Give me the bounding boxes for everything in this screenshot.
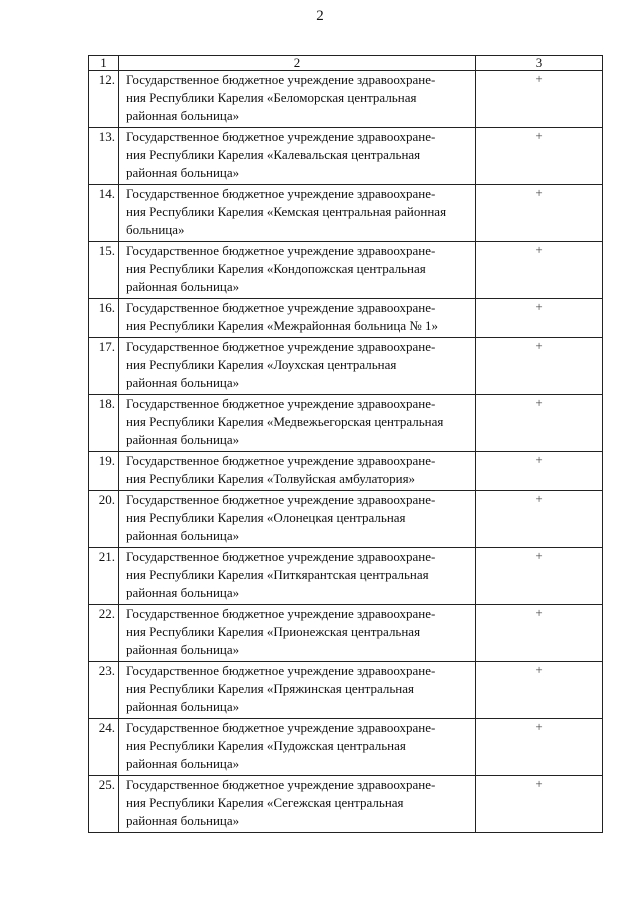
- institutions-table: [88, 55, 603, 833]
- institution-name-line1: Государственное бюджетное учреждение здравоохране-: [126, 606, 436, 621]
- plus-mark: +: [476, 452, 603, 491]
- table-row: [89, 548, 603, 605]
- institution-name-line3: районная больница»: [126, 756, 240, 771]
- institution-name-line2: ния Республики Карелия «Пудожская центральная: [126, 738, 406, 753]
- institution-name-line3: районная больница»: [126, 165, 240, 180]
- institution-name-line1: Государственное бюджетное учреждение здравоохране-: [126, 300, 436, 315]
- table-row: [89, 662, 603, 719]
- row-number: 12.: [89, 71, 119, 128]
- plus-mark: +: [476, 395, 603, 452]
- institution-name: [119, 242, 476, 299]
- institution-name-line1: Государственное бюджетное учреждение здравоохране-: [126, 720, 436, 735]
- institution-name: [119, 185, 476, 242]
- institution-name-line1: Государственное бюджетное учреждение здравоохране-: [126, 396, 436, 411]
- institution-name-line1: Государственное бюджетное учреждение здравоохране-: [126, 72, 436, 87]
- table-row: [89, 128, 603, 185]
- table-row: [89, 242, 603, 299]
- institution-name-line2: ния Республики Карелия «Кемская центральная районная: [126, 204, 447, 219]
- institution-name-line3: районная больница»: [126, 108, 240, 123]
- institution-name-line2: ния Республики Карелия «Медвежьегорская центральная: [126, 414, 444, 429]
- institution-name-line3: районная больница»: [126, 642, 240, 657]
- institution-name-line1: Государственное бюджетное учреждение здравоохране-: [126, 492, 436, 507]
- institution-name-line2: ния Республики Карелия «Пряжинская центральная: [126, 681, 415, 696]
- row-number: 24.: [89, 719, 119, 776]
- institution-name-line3: районная больница»: [126, 279, 240, 294]
- institution-name: [119, 776, 476, 833]
- plus-mark: +: [476, 299, 603, 338]
- institution-name-line3: районная больница»: [126, 585, 240, 600]
- row-number: 20.: [89, 491, 119, 548]
- plus-mark: +: [476, 128, 603, 185]
- institution-name-line2: ния Республики Карелия «Сегежская центральная: [126, 795, 404, 810]
- row-number: 23.: [89, 662, 119, 719]
- row-number: 19.: [89, 452, 119, 491]
- row-number: 13.: [89, 128, 119, 185]
- institution-name-line2: ния Республики Карелия «Кондопожская центральная: [126, 261, 426, 276]
- institution-name-line2: ния Республики Карелия «Лоухская центральная: [126, 357, 397, 372]
- table-row: [89, 776, 603, 833]
- institution-name: [119, 491, 476, 548]
- institution-name-line2: ния Республики Карелия «Олонецкая центральная: [126, 510, 406, 525]
- table-row: [89, 71, 603, 128]
- institution-name: [119, 338, 476, 395]
- institution-name: [119, 452, 476, 491]
- row-number: 21.: [89, 548, 119, 605]
- institution-name: [119, 605, 476, 662]
- row-number: 22.: [89, 605, 119, 662]
- institution-name-line3: районная больница»: [126, 432, 240, 447]
- institution-name-line1: Государственное бюджетное учреждение здравоохране-: [126, 453, 436, 468]
- institution-name-line2: ния Республики Карелия «Прионежская центральная: [126, 624, 421, 639]
- table-row: [89, 395, 603, 452]
- institution-name-line1: Государственное бюджетное учреждение здравоохране-: [126, 339, 436, 354]
- table-header-row: [89, 56, 603, 71]
- institution-name: [119, 662, 476, 719]
- plus-mark: +: [476, 185, 603, 242]
- row-number: 17.: [89, 338, 119, 395]
- institution-name-line3: районная больница»: [126, 813, 240, 828]
- institution-name: [119, 719, 476, 776]
- institution-name-line3: районная больница»: [126, 375, 240, 390]
- row-number: 16.: [89, 299, 119, 338]
- institution-name-line1: Государственное бюджетное учреждение здравоохране-: [126, 186, 436, 201]
- plus-mark: +: [476, 71, 603, 128]
- row-number: 25.: [89, 776, 119, 833]
- institution-name-line2: ния Республики Карелия «Питкярантская центральная: [126, 567, 429, 582]
- institution-name-line1: Государственное бюджетное учреждение здравоохране-: [126, 777, 436, 792]
- table-body: [89, 71, 603, 833]
- table-row: [89, 719, 603, 776]
- plus-mark: +: [476, 662, 603, 719]
- table-row: [89, 605, 603, 662]
- institution-name-line2: ния Республики Карелия «Беломорская центральная: [126, 90, 417, 105]
- institution-name-line1: Государственное бюджетное учреждение здравоохране-: [126, 243, 436, 258]
- row-number: 15.: [89, 242, 119, 299]
- institution-name-line3: больница»: [126, 222, 185, 237]
- plus-mark: +: [476, 242, 603, 299]
- row-number: 14.: [89, 185, 119, 242]
- institution-name-line1: Государственное бюджетное учреждение здравоохране-: [126, 549, 436, 564]
- institution-name: [119, 299, 476, 338]
- column-header-2: 2: [119, 56, 476, 71]
- plus-mark: +: [476, 719, 603, 776]
- institution-name: [119, 128, 476, 185]
- row-number: 18.: [89, 395, 119, 452]
- plus-mark: +: [476, 548, 603, 605]
- institution-name-line1: Государственное бюджетное учреждение здравоохране-: [126, 129, 436, 144]
- institution-name-line2: ния Республики Карелия «Калевальская центральная: [126, 147, 421, 162]
- institution-name-line3: районная больница»: [126, 528, 240, 543]
- plus-mark: +: [476, 605, 603, 662]
- institution-name-line2: ния Республики Карелия «Толвуйская амбулатория»: [126, 471, 416, 486]
- institution-name: [119, 548, 476, 605]
- institution-name-line1: Государственное бюджетное учреждение здравоохране-: [126, 663, 436, 678]
- institution-name-line2: ния Республики Карелия «Межрайонная больница № 1»: [126, 318, 439, 333]
- table-row: [89, 452, 603, 491]
- column-header-1: 1: [89, 56, 119, 71]
- plus-mark: +: [476, 491, 603, 548]
- institution-name: [119, 71, 476, 128]
- institution-name: [119, 395, 476, 452]
- page-number: 2: [316, 8, 324, 24]
- plus-mark: +: [476, 776, 603, 833]
- institution-name-line3: районная больница»: [126, 699, 240, 714]
- table-row: [89, 185, 603, 242]
- table-row: [89, 299, 603, 338]
- table-row: [89, 491, 603, 548]
- plus-mark: +: [476, 338, 603, 395]
- table-row: [89, 338, 603, 395]
- column-header-3: 3: [476, 56, 603, 71]
